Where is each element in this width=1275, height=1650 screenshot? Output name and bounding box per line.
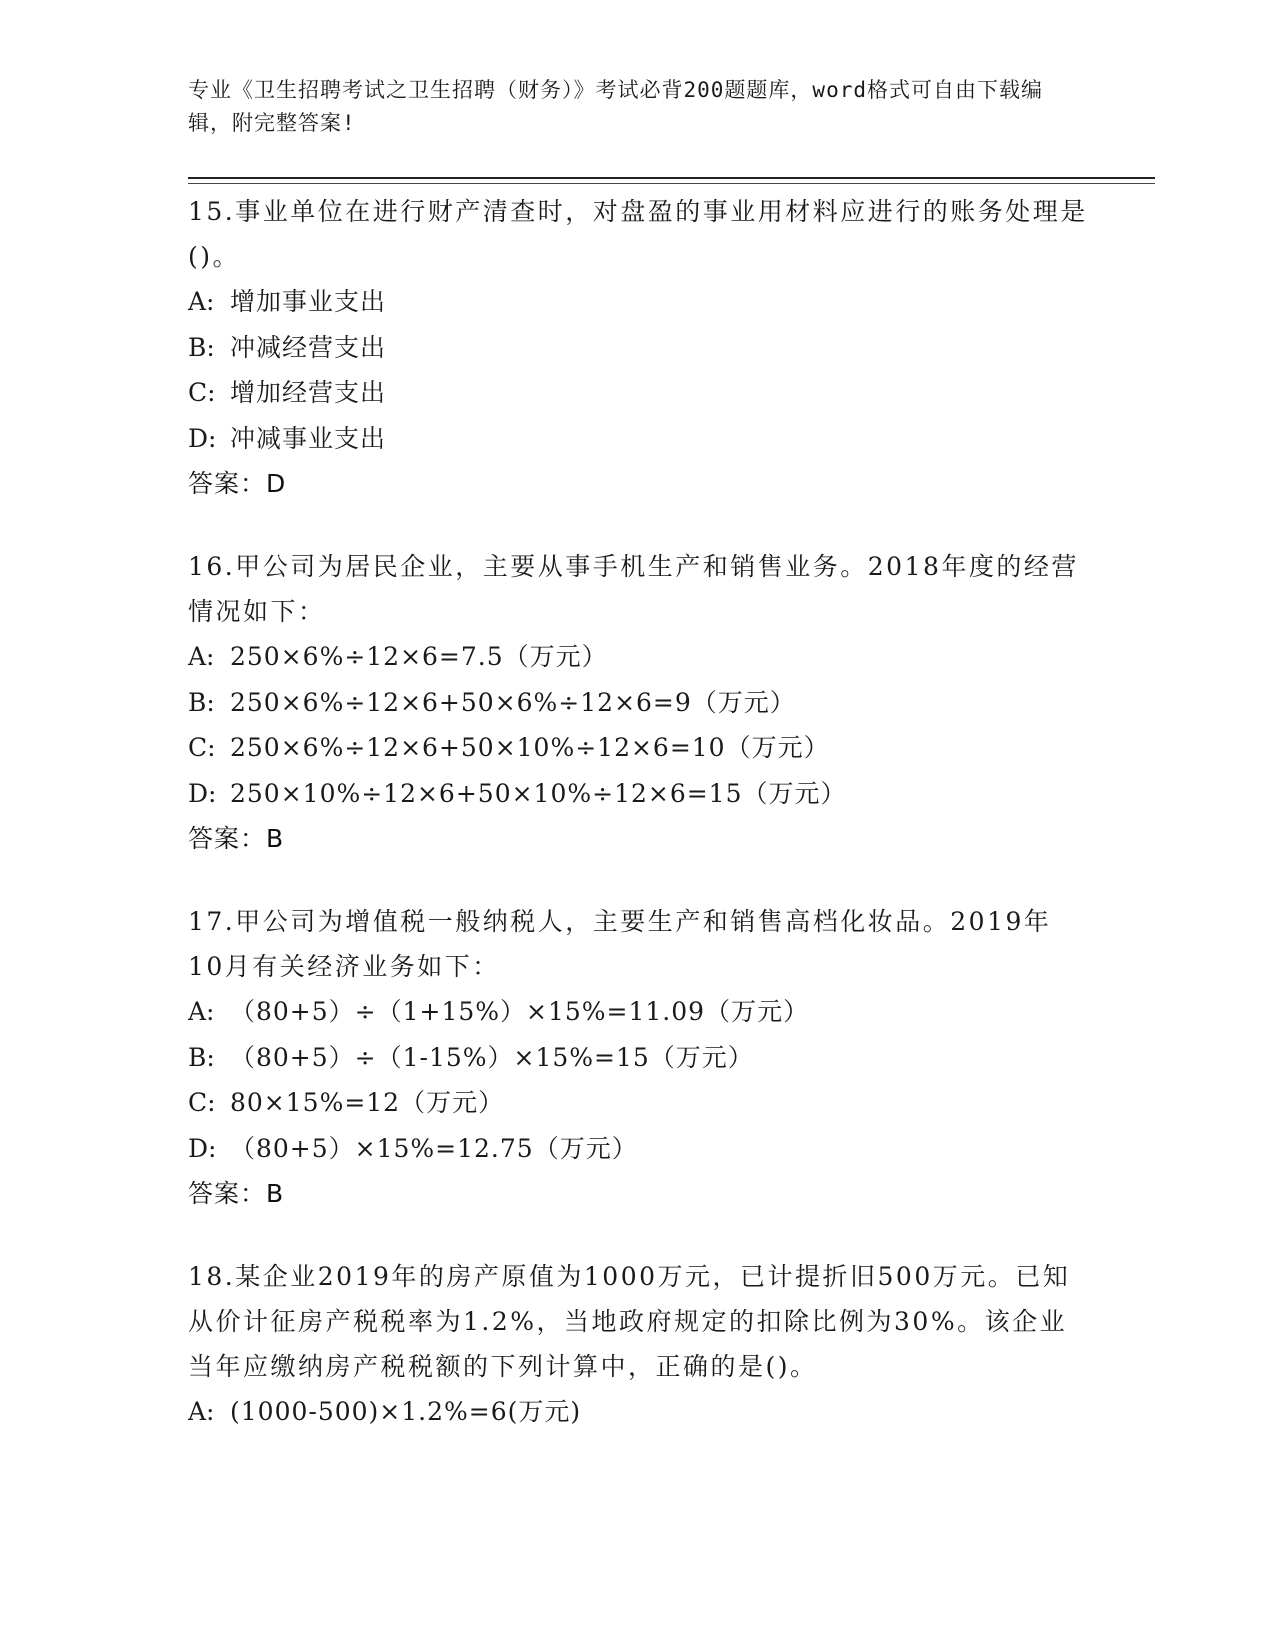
option-text: （80+5）×15%=12.75（万元）	[230, 1133, 638, 1163]
option-a	[188, 989, 1088, 1035]
question-text: 17.甲公司为增值税一般纳税人，主要生产和销售高档化妆品。2019年10月有关经济业务如下：	[188, 907, 1052, 981]
answer-line: 答案：B	[188, 824, 285, 853]
option-b	[188, 325, 1088, 371]
option-d	[188, 771, 1088, 817]
option-c	[188, 1080, 1088, 1126]
option-d	[188, 416, 1088, 462]
option-letter: B:	[188, 1042, 215, 1072]
question-15	[188, 189, 1088, 506]
option-a	[188, 634, 1088, 680]
option-b	[188, 680, 1088, 726]
option-a	[188, 279, 1088, 325]
option-b	[188, 1035, 1088, 1081]
document-header: 专业《卫生招聘考试之卫生招聘（财务）》考试必背200题题库，word格式可自由下载编辑，附完整答案!	[188, 78, 1043, 135]
option-text: (1000-500)×1.2%=6(万元)	[230, 1397, 582, 1426]
option-letter: C:	[188, 378, 216, 407]
option-d	[188, 1126, 1088, 1172]
option-letter: B:	[188, 687, 215, 717]
answer-line: 答案：D	[188, 469, 287, 498]
option-text: （80+5）÷（1+15%）×15%=11.09（万元）	[230, 997, 810, 1026]
question-16	[188, 544, 1088, 861]
option-letter: C:	[188, 733, 216, 762]
option-text: 250×6%÷12×6+50×6%÷12×6=9（万元）	[230, 687, 796, 717]
option-letter: D:	[188, 1133, 217, 1163]
option-letter: A:	[188, 1397, 215, 1426]
option-letter: D:	[188, 423, 217, 453]
option-text: 增加事业支出	[230, 287, 387, 316]
option-letter: C:	[188, 1088, 216, 1117]
question-text: 18.某企业2019年的房产原值为1000万元，已计提折旧500万元。已知从价计征房产税税率为1.2%，当地政府规定的扣除比例为30%。该企业当年应缴纳房产税税额的下列计算中，正确的是()。	[188, 1262, 1071, 1381]
question-17	[188, 899, 1088, 1216]
question-list	[188, 189, 1088, 1473]
option-letter: D:	[188, 778, 217, 808]
option-a	[188, 1389, 1088, 1435]
option-text: 250×6%÷12×6+50×10%÷12×6=10（万元）	[230, 733, 830, 762]
header-divider	[188, 177, 1155, 179]
option-text: （80+5）÷（1-15%）×15%=15（万元）	[230, 1042, 754, 1072]
option-text: 250×10%÷12×6+50×10%÷12×6=15（万元）	[230, 778, 847, 808]
option-c	[188, 370, 1088, 416]
option-letter: A:	[188, 287, 215, 316]
option-letter: B:	[188, 332, 215, 362]
option-text: 冲减事业支出	[230, 423, 387, 453]
header-divider-thin	[188, 183, 1155, 184]
option-text: 80×15%=12（万元）	[230, 1088, 505, 1117]
question-text: 16.甲公司为居民企业，主要从事手机生产和销售业务。2018年度的经营情况如下：	[188, 552, 1079, 626]
question-18	[188, 1254, 1088, 1435]
option-c	[188, 725, 1088, 771]
question-text: 15.事业单位在进行财产清查时，对盘盈的事业用材料应进行的账务处理是()。	[188, 197, 1088, 271]
option-text: 250×6%÷12×6=7.5（万元）	[230, 642, 608, 671]
option-letter: A:	[188, 642, 215, 671]
option-text: 冲减经营支出	[230, 332, 387, 362]
answer-line: 答案：B	[188, 1179, 285, 1208]
option-letter: A:	[188, 997, 215, 1026]
option-text: 增加经营支出	[230, 378, 387, 407]
